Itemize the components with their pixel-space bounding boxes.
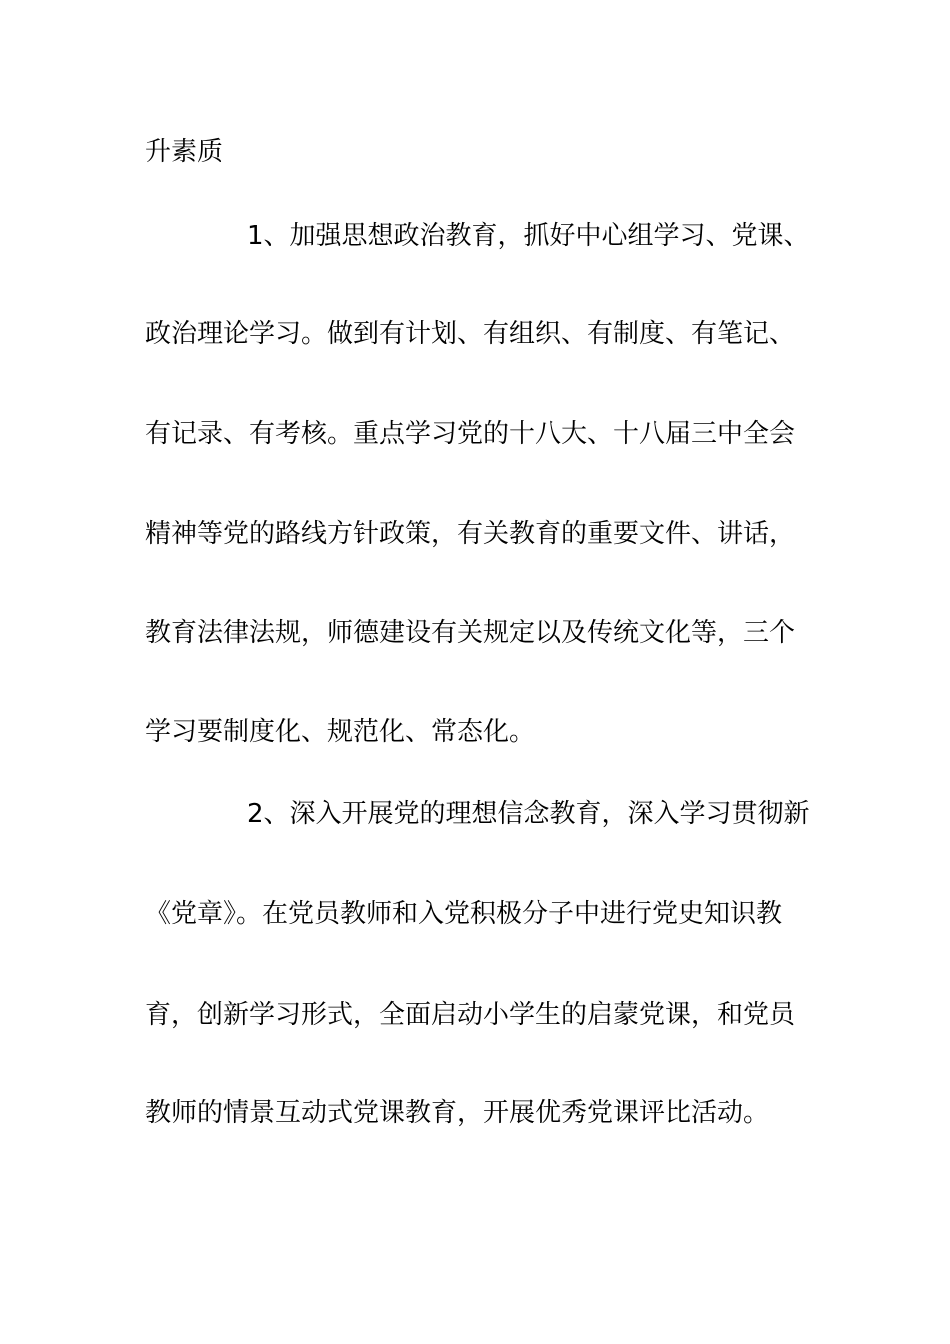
text-line: 教师的情景互动式党课教育，开展优秀党课评比活动。 — [145, 1098, 770, 1128]
text-line: 学习要制度化、规范化、常态化。 — [145, 717, 536, 747]
text-line: 《党章》。在党员教师和入党积极分子中进行党史知识教 — [145, 899, 783, 929]
paragraph-2-first-line: 2、深入开展党的理想信念教育，深入学习贯彻新 — [247, 799, 810, 829]
text-line: 有记录、有考核。重点学习党的十八大、十八届三中全会 — [145, 419, 796, 449]
text-line: 升素质 — [145, 137, 224, 167]
text-line: 精神等党的路线方针政策，有关教育的重要文件、讲话， — [145, 519, 796, 549]
text-line: 政治理论学习。做到有计划、有组织、有制度、有笔记、 — [145, 319, 796, 349]
paragraph-1-first-line: 1、加强思想政治教育，抓好中心组学习、党课、 — [247, 221, 810, 251]
text-line: 教育法律法规，师德建设有关规定以及传统文化等，三个 — [145, 618, 796, 648]
text-line: 育，创新学习形式，全面启动小学生的启蒙党课，和党员 — [145, 1000, 796, 1030]
